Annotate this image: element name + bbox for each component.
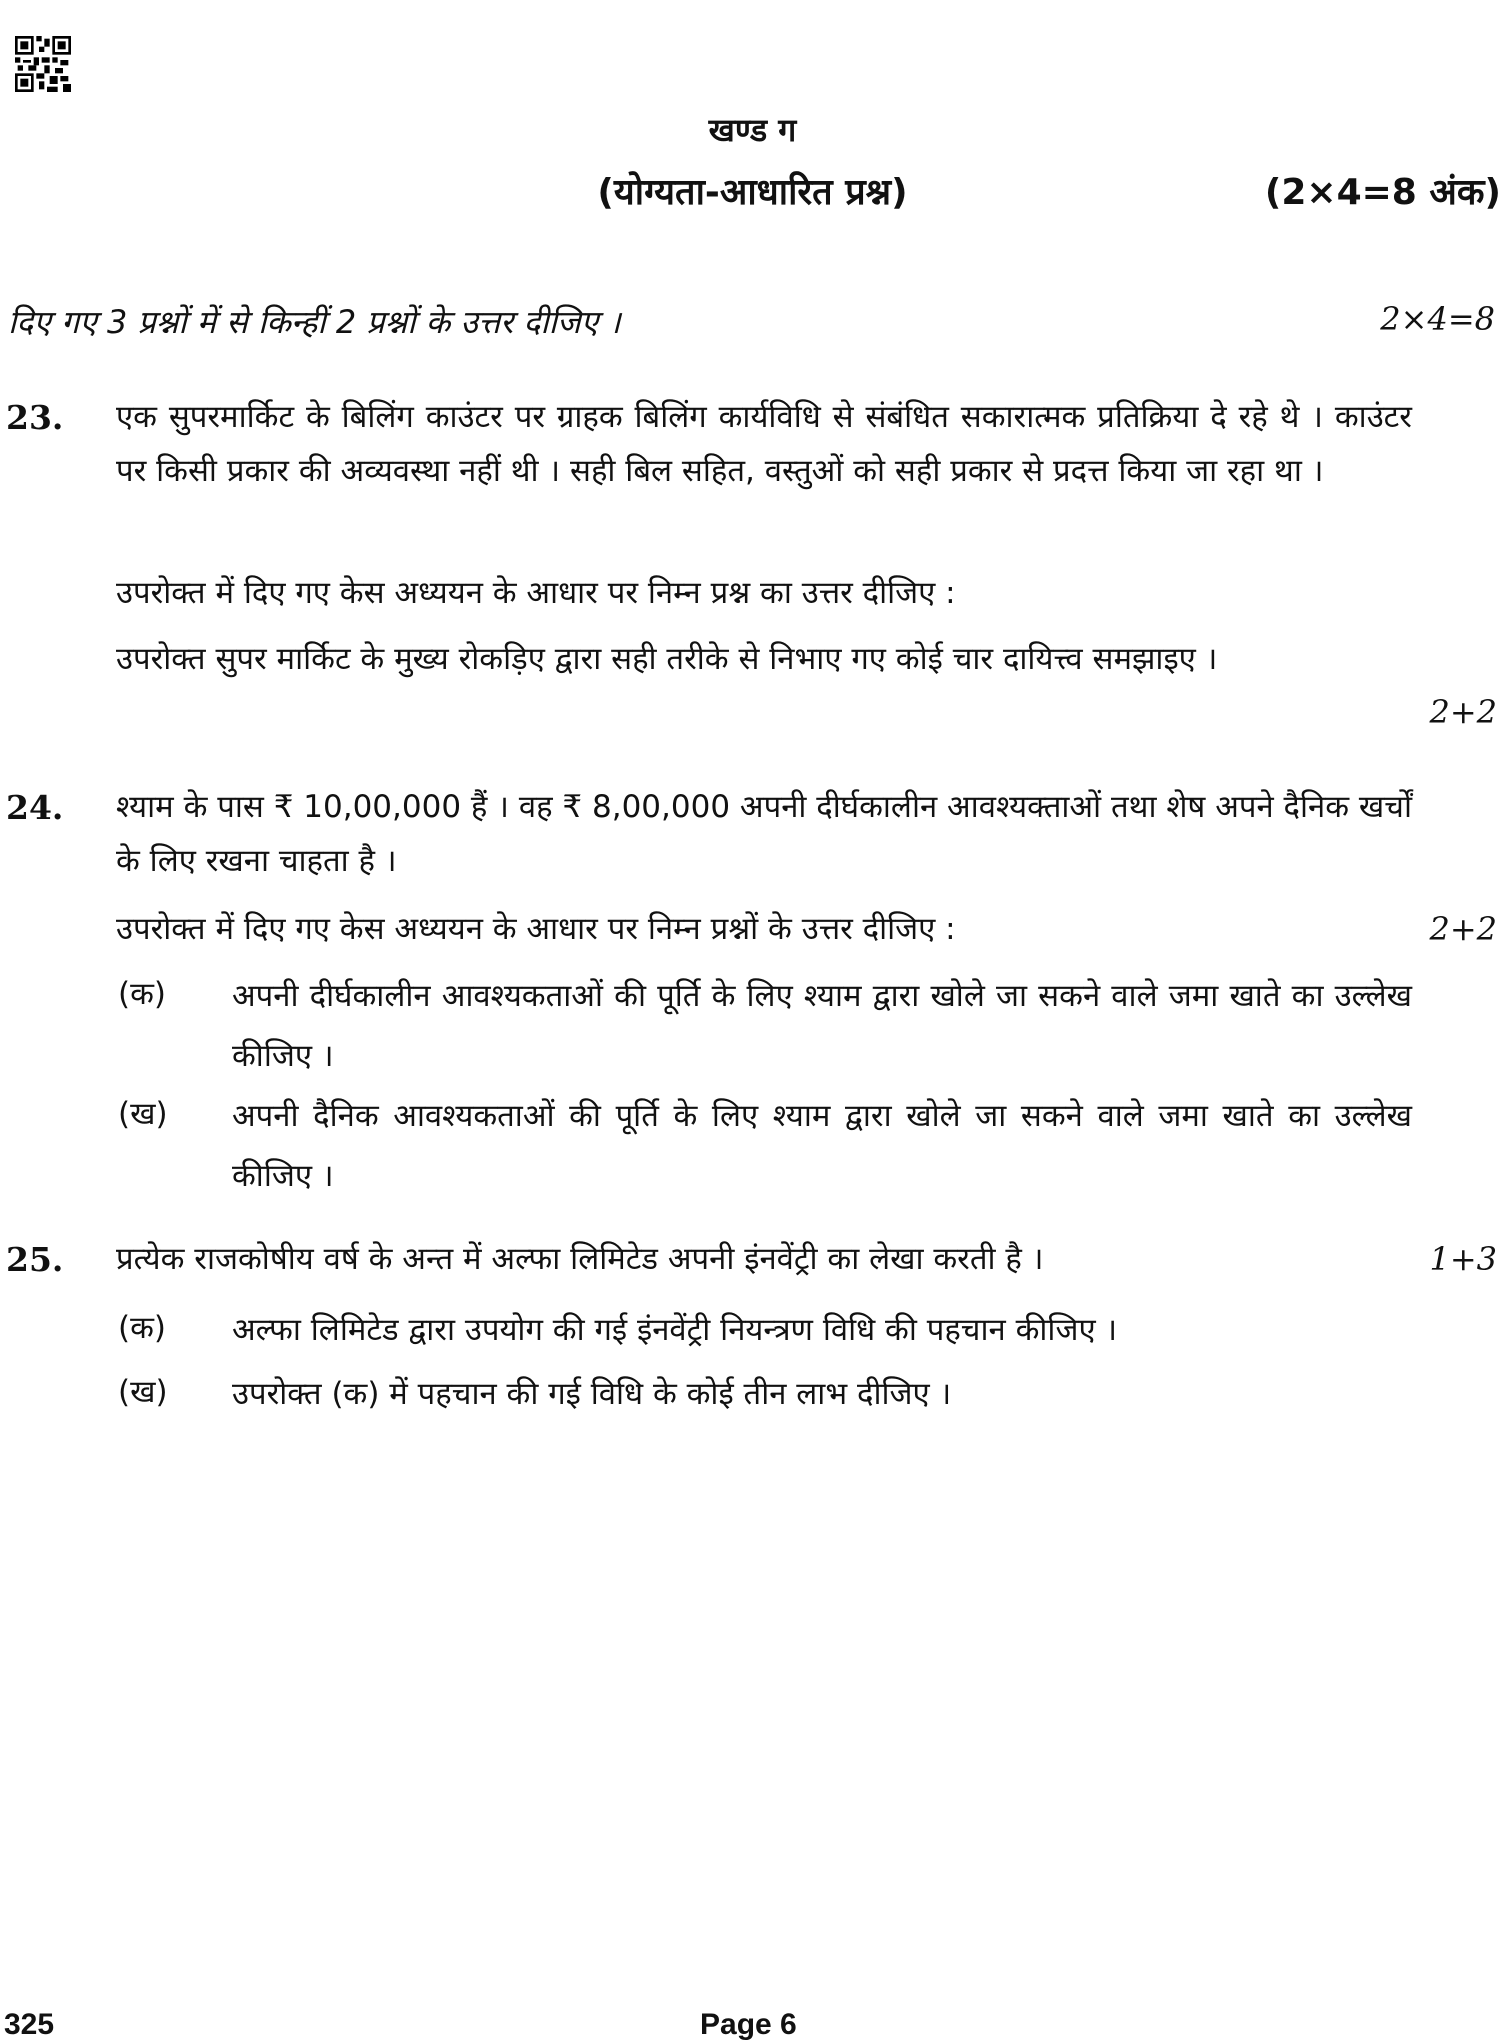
question-23-marks: 2+2 bbox=[1429, 693, 1497, 731]
question-25-marks: 1+3 bbox=[1429, 1240, 1497, 1278]
question-24-prompt: उपरोक्त में दिए गए केस अध्ययन के आधार पर निम्न प्रश्नों के उत्तर दीजिए : bbox=[116, 911, 956, 947]
section-title: खण्ड ग bbox=[708, 111, 797, 149]
page-number: Page 6 bbox=[700, 2008, 797, 2041]
question-24-part-b-label: (ख) bbox=[118, 1096, 168, 1132]
section-subtitle: (योग्यता-आधारित प्रश्न) bbox=[597, 172, 908, 213]
question-24-part-a-label: (क) bbox=[118, 976, 166, 1012]
question-24-case: श्याम के पास ₹ 10,00,000 हैं । वह ₹ 8,00,000 अपनी दीर्घकालीन आवश्यक्ताओं तथा शेष अपने दैनिक खर्चों के लिए रखना चाहता है । bbox=[116, 789, 1412, 879]
section-marks: (2×4=8 अंक) bbox=[1264, 172, 1501, 213]
question-number-23: 23. bbox=[6, 398, 64, 437]
paper-code: 325 bbox=[4, 2008, 55, 2041]
instruction-marks: 2×4=8 bbox=[1380, 300, 1495, 338]
qr-code-icon bbox=[15, 36, 71, 92]
question-24-marks: 2+2 bbox=[1429, 910, 1497, 948]
question-25-part-b-label: (ख) bbox=[118, 1374, 168, 1410]
question-23-case: एक सुपरमार्किट के बिलिंग काउंटर पर ग्राहक बिलिंग कार्यविधि से संबंधित सकारात्मक प्रतिक्रिया दे रहे थे । काउंटर पर किसी प्रकार की अव्यवस्था नहीं थी । सही बिल सहित, वस्तुओं को सही प्रकार से प्रदत्त किया जा रहा था । bbox=[116, 399, 1412, 489]
question-24-part-a: अपनी दीर्घकालीन आवश्यकताओं की पूर्ति के लिए श्याम द्वारा खोले जा सकने वाले जमा खाते का उल्लेख कीजिए । bbox=[232, 978, 1412, 1074]
question-number-24: 24. bbox=[6, 788, 64, 827]
question-24-part-b: अपनी दैनिक आवश्यकताओं की पूर्ति के लिए श्याम द्वारा खोले जा सकने वाले जमा खाते का उल्लेख कीजिए । bbox=[232, 1098, 1412, 1194]
question-25-part-a: अल्फा लिमिटेड द्वारा उपयोग की गई इंनवेंट्री नियन्त्रण विधि की पहचान कीजिए । bbox=[232, 1312, 1118, 1348]
question-23-task: उपरोक्त सुपर मार्किट के मुख्य रोकड़िए द्वारा सही तरीके से निभाए गए कोई चार दायित्त्व समझाइए । bbox=[116, 641, 1218, 677]
instruction-text: दिए गए 3 प्रश्नों में से किन्हीं 2 प्रश्नों के उत्तर दीजिए । bbox=[8, 303, 621, 341]
question-25-part-a-label: (क) bbox=[118, 1310, 166, 1346]
question-23-prompt: उपरोक्त में दिए गए केस अध्ययन के आधार पर निम्न प्रश्न का उत्तर दीजिए : bbox=[116, 575, 956, 611]
question-25-part-b: उपरोक्त (क) में पहचान की गई विधि के कोई तीन लाभ दीजिए । bbox=[232, 1376, 952, 1412]
question-25-case: प्रत्येक राजकोषीय वर्ष के अन्त में अल्फा लिमिटेड अपनी इंनवेंट्री का लेखा करती है । bbox=[116, 1241, 1044, 1277]
question-number-25: 25. bbox=[6, 1240, 64, 1279]
